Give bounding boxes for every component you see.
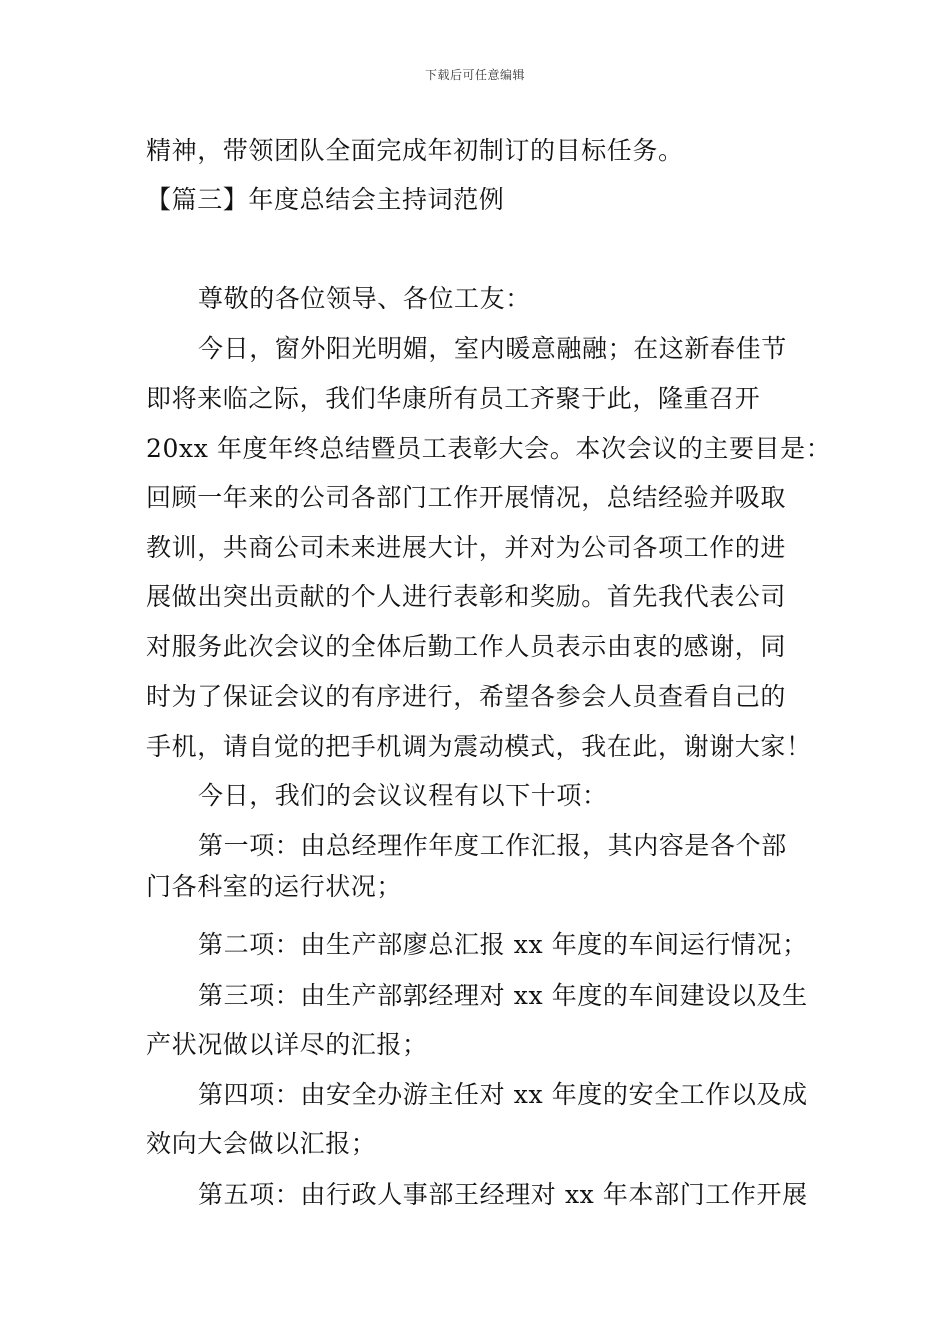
- agenda-item-1-cont: 门各科室的运行状况；: [146, 872, 403, 901]
- text-line: 展做出突出贡献的个人进行表彰和奖励。首先我代表公司: [146, 582, 787, 611]
- agenda-item-3-cont: 产状况做以详尽的汇报；: [146, 1030, 428, 1059]
- text-line: 今日，窗外阳光明媚，室内暖意融融；在这新春佳节: [198, 334, 787, 363]
- section-heading: 【篇三】年度总结会主持词范例: [146, 185, 505, 214]
- text-line: 对服务此次会议的全体后勤工作人员表示由衷的感谢，同: [146, 632, 787, 661]
- text-line: 时为了保证会议的有序进行，希望各参会人员查看自己的: [146, 682, 787, 711]
- agenda-item-2: 第二项：由生产部廖总汇报 xx 年度的车间运行情况；: [198, 930, 808, 959]
- salutation: 尊敬的各位领导、各位工友：: [198, 284, 531, 313]
- agenda-item-3: 第三项：由生产部郭经理对 xx 年度的车间建设以及生: [198, 981, 808, 1010]
- agenda-intro: 今日，我们的会议议程有以下十项：: [198, 781, 608, 810]
- text-line: 精神，带领团队全面完成年初制订的目标任务。: [146, 136, 684, 165]
- text-line: 教训，共商公司未来进展大计，并对为公司各项工作的进: [146, 533, 787, 562]
- page-header-note: 下载后可任意编辑: [424, 68, 525, 82]
- agenda-item-5: 第五项：由行政人事部王经理对 xx 年本部门工作开展: [198, 1180, 808, 1209]
- agenda-item-4-cont: 效向大会做以汇报；: [146, 1129, 377, 1158]
- agenda-item-4: 第四项：由安全办游主任对 xx 年度的安全工作以及成: [198, 1080, 808, 1109]
- text-line: 即将来临之际，我们华康所有员工齐聚于此，隆重召开: [146, 384, 761, 413]
- text-line: 20xx 年度年终总结暨员工表彰大会。本次会议的主要目是：: [146, 434, 832, 463]
- text-line: 回顾一年来的公司各部门工作开展情况，总结经验并吸取: [146, 483, 787, 512]
- agenda-item-1: 第一项：由总经理作年度工作汇报，其内容是各个部: [198, 831, 787, 860]
- text-line: 手机，请自觉的把手机调为震动模式，我在此，谢谢大家！: [146, 732, 812, 761]
